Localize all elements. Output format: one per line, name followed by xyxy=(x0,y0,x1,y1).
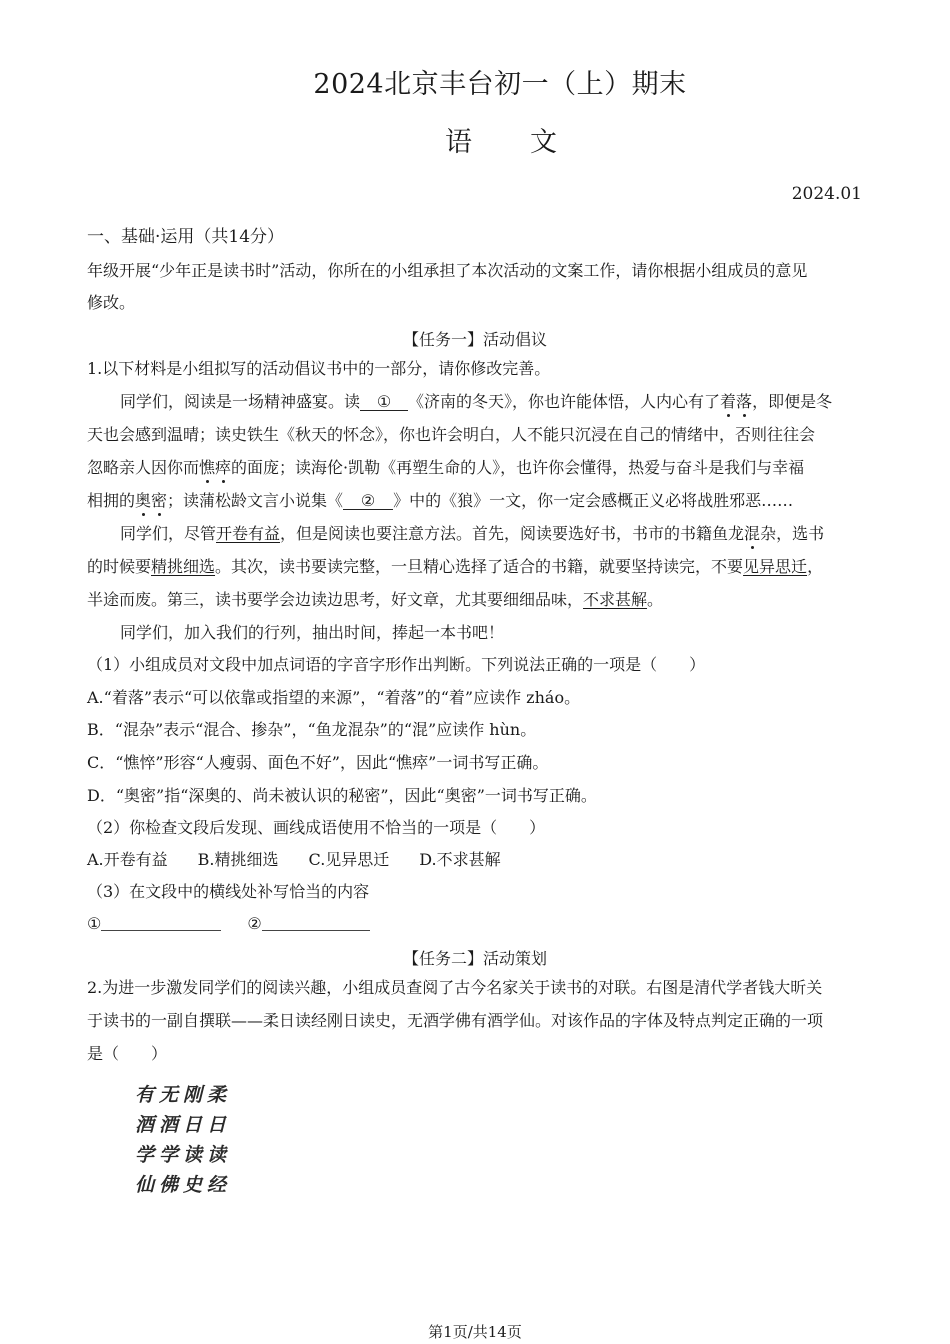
dotted-char: 憔 xyxy=(199,458,216,477)
dotted-char: 密 xyxy=(151,491,168,510)
text: 《济南的冬天》，你也许能体悟，人内心有了 xyxy=(408,392,721,411)
idiom-option-b: B.精挑细选 xyxy=(197,850,279,869)
text: 的时候要 xyxy=(87,557,152,576)
option-a: A.“着落”表示“可以依靠或指望的来源”，“着落”的“着”应读作 zháo。 xyxy=(87,688,581,707)
option-c: C．“憔悴”形容“人瘦弱、面色不好”，因此“憔瘁”一词书写正确。 xyxy=(87,753,549,772)
question-2-line1: 2.为进一步激发同学们的阅读兴趣，小组成员查阅了古今名家关于读书的对联。右图是清代学者钱大昕关 xyxy=(87,978,823,997)
dotted-char: 奥 xyxy=(135,491,152,510)
fill-label-1: ① xyxy=(87,914,102,933)
underlined-idiom-c: 见异思迁 xyxy=(743,557,808,576)
underlined-idiom-d: 不求甚解 xyxy=(583,590,648,609)
task2-heading: 【任务二】活动策划 xyxy=(402,949,547,968)
couplet-glyph: 刚 xyxy=(183,1084,203,1106)
couplet-glyph: 学 xyxy=(159,1144,179,1166)
text: 半途而废。第三，读书要学会边读边思考，好文章，尤其要细细品味， xyxy=(87,590,584,609)
couplet-calligraphy-image xyxy=(135,1080,235,1200)
couplet-glyph: 读 xyxy=(183,1144,203,1166)
couplet-glyph: 酒 xyxy=(159,1114,179,1136)
question-2-line3: 是（ ） xyxy=(87,1044,168,1063)
couplet-glyph: 有 xyxy=(135,1084,155,1106)
text: 忽略亲人因你而 xyxy=(87,458,200,477)
answer-line-2 xyxy=(262,914,370,931)
subject-char-1: 语 xyxy=(445,127,472,158)
idiom-option-c: C.见异思迁 xyxy=(308,850,390,869)
sub-question-3: （3）在文段中的横线处补写恰当的内容 xyxy=(87,882,370,901)
text: ， xyxy=(807,557,824,576)
text: 同学们，尽管 xyxy=(120,524,217,543)
dotted-char: 落 xyxy=(736,392,753,411)
page-number: 第1页/共14页 xyxy=(428,1323,522,1341)
text: ，但是阅读也要注意方法。首先，阅读要选好书，书市的书籍鱼龙 xyxy=(280,524,745,543)
text: 杂 xyxy=(760,524,777,543)
option-b: B．“混杂”表示“混合、掺杂”，“鱼龙混杂”的“混”应读作 hùn。 xyxy=(87,720,537,739)
couplet-glyph: 史 xyxy=(183,1174,203,1196)
sub-question-1: （1）小组成员对文段中加点词语的字音字形作出判断。下列说法正确的一项是（ ） xyxy=(87,655,706,674)
passage-p3: 同学们，加入我们的行列，抽出时间，捧起一本书吧！ xyxy=(120,623,505,642)
question-1: 1.以下材料是小组拟写的活动倡议书中的一部分，请你修改完善。 xyxy=(87,359,551,378)
couplet-glyph: 柔 xyxy=(207,1084,227,1106)
intro-line-2: 修改。 xyxy=(87,293,136,312)
couplet-glyph: 经 xyxy=(207,1174,227,1196)
couplet-glyph: 日 xyxy=(207,1114,227,1136)
sub-question-2: （2）你检查文段后发现、画线成语使用不恰当的一项是（ ） xyxy=(87,818,546,837)
idiom-option-a: A.开卷有益 xyxy=(87,850,168,869)
couplet-glyph: 佛 xyxy=(159,1174,179,1196)
passage-p2-line2 xyxy=(87,557,823,577)
dotted-char: 混 xyxy=(744,524,761,543)
fill-label-2: ② xyxy=(247,914,262,933)
text: 。其次，读书要读完整，一旦精心选择了适合的书籍，就要坚持读完，不要 xyxy=(215,557,744,576)
page-title: 2024北京丰台初一（上）期末 xyxy=(313,69,687,100)
passage-p1-line2: 天也会感到温晴；读史铁生《秋天的怀念》，你也许会明白，人不能只沉浸在自己的情绪中，否则往往会 xyxy=(87,425,816,444)
text: ，选书 xyxy=(776,524,825,543)
text: 同学们，阅读是一场精神盛宴。读 xyxy=(120,392,361,411)
blank-2: ② xyxy=(343,491,393,510)
couplet-glyph: 酒 xyxy=(135,1114,155,1136)
text: 》中的《狼》一文，你一定会感概正义必将战胜邪恶…… xyxy=(393,491,794,510)
dotted-char: 瘁 xyxy=(215,458,232,477)
task1-heading: 【任务一】活动倡议 xyxy=(402,330,547,349)
passage-p1-line3 xyxy=(87,458,804,478)
subject-char-2: 文 xyxy=(530,127,557,158)
passage-p2-line1 xyxy=(120,524,824,544)
dotted-char: 着 xyxy=(720,392,737,411)
couplet-glyph: 读 xyxy=(207,1144,227,1166)
text: ，即便是冬 xyxy=(752,392,833,411)
couplet-glyph: 无 xyxy=(159,1084,179,1106)
blank-1: ① xyxy=(360,392,408,411)
passage-p1-line4 xyxy=(87,491,793,511)
underlined-idiom-a: 开卷有益 xyxy=(216,524,281,543)
text: 的面庞；读海伦·凯勒《再塑生命的人》，也许你会懂得，热爱与奋斗是我们与幸福 xyxy=(231,458,805,477)
passage-p1-line1 xyxy=(120,392,832,412)
underlined-idiom-b: 精挑细选 xyxy=(151,557,216,576)
answer-line-1 xyxy=(101,914,221,931)
section-heading: 一、基础·运用（共14分） xyxy=(87,227,285,247)
fill-in-answers xyxy=(87,914,370,934)
question-2-line2: 于读书的一副自撰联——柔日读经刚日读史，无酒学佛有酒学仙。对该作品的字体及特点判定正确的一项 xyxy=(87,1011,824,1030)
couplet-glyph: 学 xyxy=(135,1144,155,1166)
exam-date: 2024.01 xyxy=(791,184,862,204)
sub-question-2-options xyxy=(87,850,501,870)
text: ；读蒲松龄文言小说集《 xyxy=(167,491,344,510)
couplet-glyph: 日 xyxy=(183,1114,203,1136)
intro-line-1: 年级开展“少年正是读书时”活动，你所在的小组承担了本次活动的文案工作，请你根据小组成员的意见 xyxy=(87,261,808,280)
option-d: D．“奥密”指“深奥的、尚未被认识的秘密”，因此“奥密”一词书写正确。 xyxy=(87,786,597,805)
text: 相拥的 xyxy=(87,491,136,510)
text: 。 xyxy=(647,590,664,609)
couplet-glyph: 仙 xyxy=(135,1174,155,1196)
idiom-option-d: D.不求甚解 xyxy=(419,850,501,869)
passage-p2-line3 xyxy=(87,590,663,610)
